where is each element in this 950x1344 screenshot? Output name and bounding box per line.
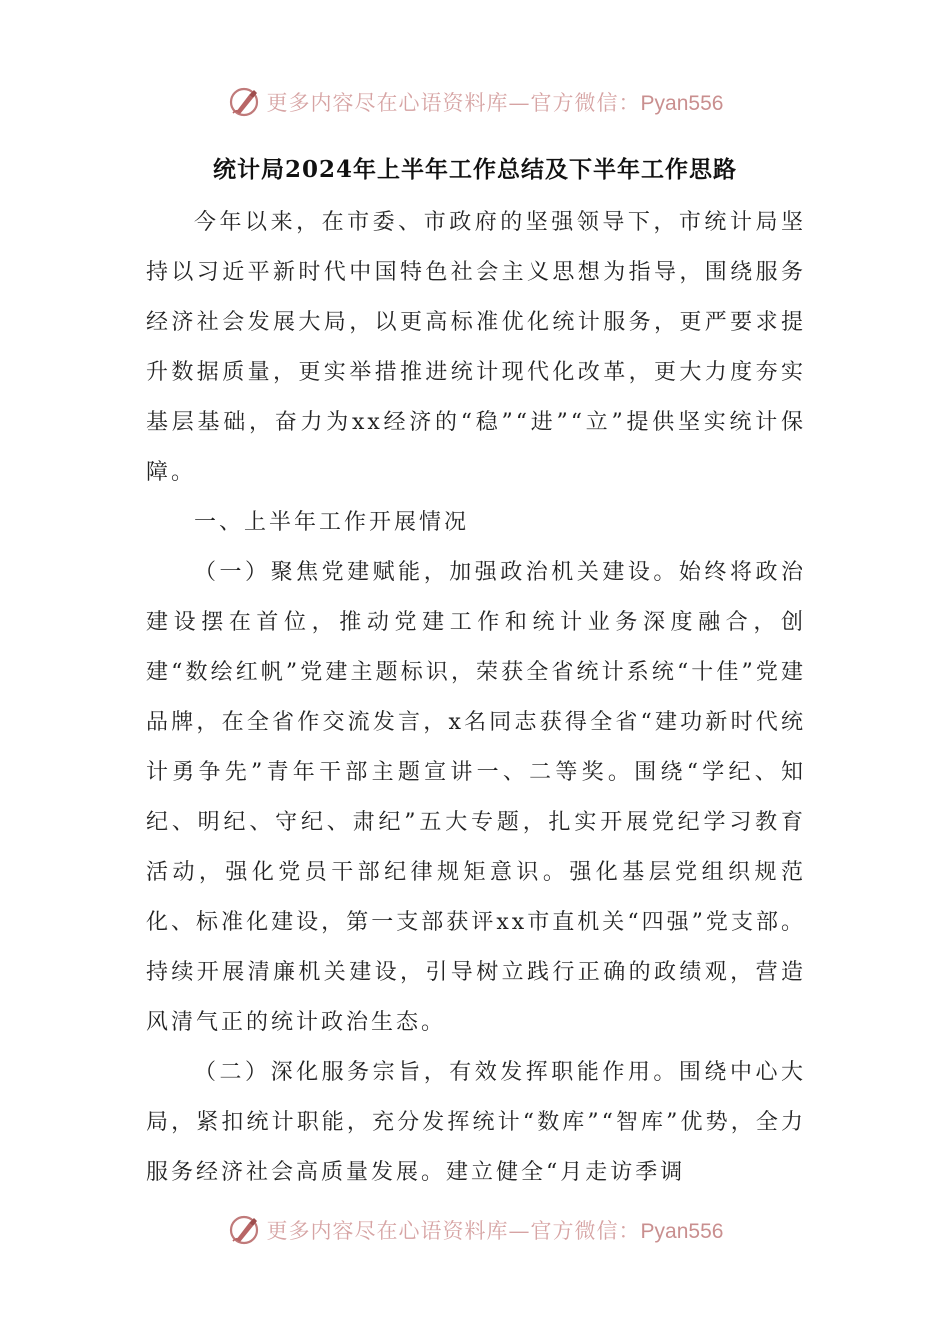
watermark-text: 更多内容尽在心语资料库—官方微信：Pyan556 [266, 91, 724, 115]
document-title: 统计局2024年上半年工作总结及下半年工作思路 [212, 156, 737, 183]
pen-nib-circle-icon [227, 85, 261, 119]
document-body [146, 198, 806, 1198]
pen-nib-circle-icon [227, 1213, 261, 1247]
section-heading: 一、上半年工作开展情况 [194, 510, 470, 535]
intro-paragraph: 今年以来，在市委、市政府的坚强领导下，市统计局坚持以习近平新时代中国特色社会主义思想为指导，围绕服务经济社会发展大局，以更高标准优化统计服务，更严要求提升数据质量，更实举措推进统计现代化改革，更大力度夯实基层基础，奋力为xx经济的“稳”“进”“立”提供坚实统计保障。 [146, 210, 806, 485]
watermark-footer [0, 1210, 950, 1250]
body-paragraph: （二）深化服务宗旨，有效发挥职能作用。围绕中心大局，紧扣统计职能，充分发挥统计“数库”“智库”优势，全力服务经济社会高质量发展。建立健全“月走访季调 [146, 1060, 806, 1185]
wechat-id: Pyan556 [640, 1220, 724, 1243]
wechat-id: Pyan556 [640, 92, 724, 115]
watermark-text: 更多内容尽在心语资料库—官方微信：Pyan556 [266, 1219, 724, 1243]
watermark-header [0, 82, 950, 122]
body-paragraph: （一）聚焦党建赋能，加强政治机关建设。始终将政治建设摆在首位，推动党建工作和统计业务深度融合，创建“数绘红帆”党建主题标识，荣获全省统计系统“十佳”党建品牌，在全省作交流发言，x名同志获得全省“建功新时代统计勇争先”青年干部主题宣讲一、二等奖。围绕“学纪、知纪、明纪、守纪、肃纪”五大专题，扎实开展党纪学习教育活动，强化党员干部纪律规矩意识。强化基层党组织规范化、标准化建设，第一支部获评xx市直机关“四强”党支部。持续开展清廉机关建设，引导树立践行正确的政绩观，营造风清气正的统计政治生态。 [146, 560, 806, 1035]
